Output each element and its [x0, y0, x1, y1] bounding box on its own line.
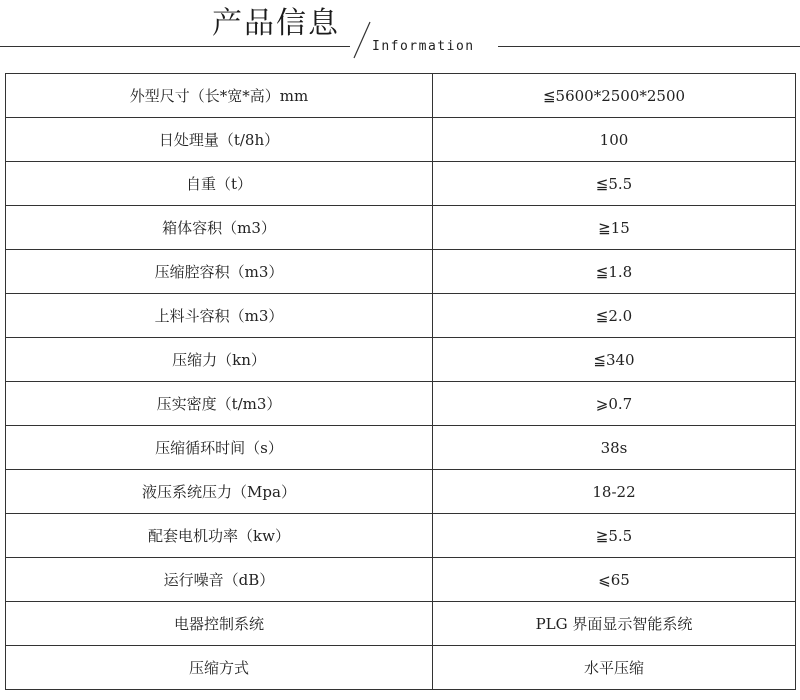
table-row [6, 250, 796, 294]
spec-value: 18-22 [433, 470, 796, 514]
spec-label: 箱体容积（m3） [6, 206, 433, 250]
table-row [6, 602, 796, 646]
spec-label: 配套电机功率（kw） [6, 514, 433, 558]
section-header [0, 0, 800, 70]
spec-value: ≦5.5 [433, 162, 796, 206]
table-row [6, 426, 796, 470]
spec-label: 外型尺寸（长*宽*高）mm [6, 74, 433, 118]
spec-value: ⩽65 [433, 558, 796, 602]
table-row [6, 470, 796, 514]
header-rule-right [498, 46, 800, 47]
table-row [6, 162, 796, 206]
spec-label: 电器控制系统 [6, 602, 433, 646]
spec-label: 运行噪音（dB） [6, 558, 433, 602]
section-subtitle: Information [372, 39, 475, 54]
spec-label: 压缩腔容积（m3） [6, 250, 433, 294]
spec-label: 压缩循环时间（s） [6, 426, 433, 470]
table-row [6, 558, 796, 602]
spec-value: 100 [433, 118, 796, 162]
spec-value: 水平压缩 [433, 646, 796, 690]
spec-label: 压实密度（t/m3） [6, 382, 433, 426]
spec-value: 38s [433, 426, 796, 470]
table-row [6, 514, 796, 558]
spec-value: PLG 界面显示智能系统 [433, 602, 796, 646]
table-row [6, 646, 796, 690]
spec-label: 上料斗容积（m3） [6, 294, 433, 338]
spec-value: ≦5600*2500*2500 [433, 74, 796, 118]
table-row [6, 338, 796, 382]
spec-value: ≧15 [433, 206, 796, 250]
table-row [6, 118, 796, 162]
spec-label: 日处理量（t/8h） [6, 118, 433, 162]
table-row [6, 382, 796, 426]
header-slash-divider [350, 0, 374, 60]
table-row [6, 206, 796, 250]
spec-label: 自重（t） [6, 162, 433, 206]
header-rule-left [0, 46, 350, 47]
table-row [6, 74, 796, 118]
section-title: 产品信息 [212, 6, 340, 41]
table-row [6, 294, 796, 338]
spec-value: ≦340 [433, 338, 796, 382]
spec-value: ≦2.0 [433, 294, 796, 338]
spec-table [5, 73, 796, 690]
spec-value: ⩾0.7 [433, 382, 796, 426]
spec-label: 压缩方式 [6, 646, 433, 690]
spec-value: ≦1.8 [433, 250, 796, 294]
spec-label: 液压系统压力（Mpa） [6, 470, 433, 514]
spec-value: ≧5.5 [433, 514, 796, 558]
spec-label: 压缩力（kn） [6, 338, 433, 382]
